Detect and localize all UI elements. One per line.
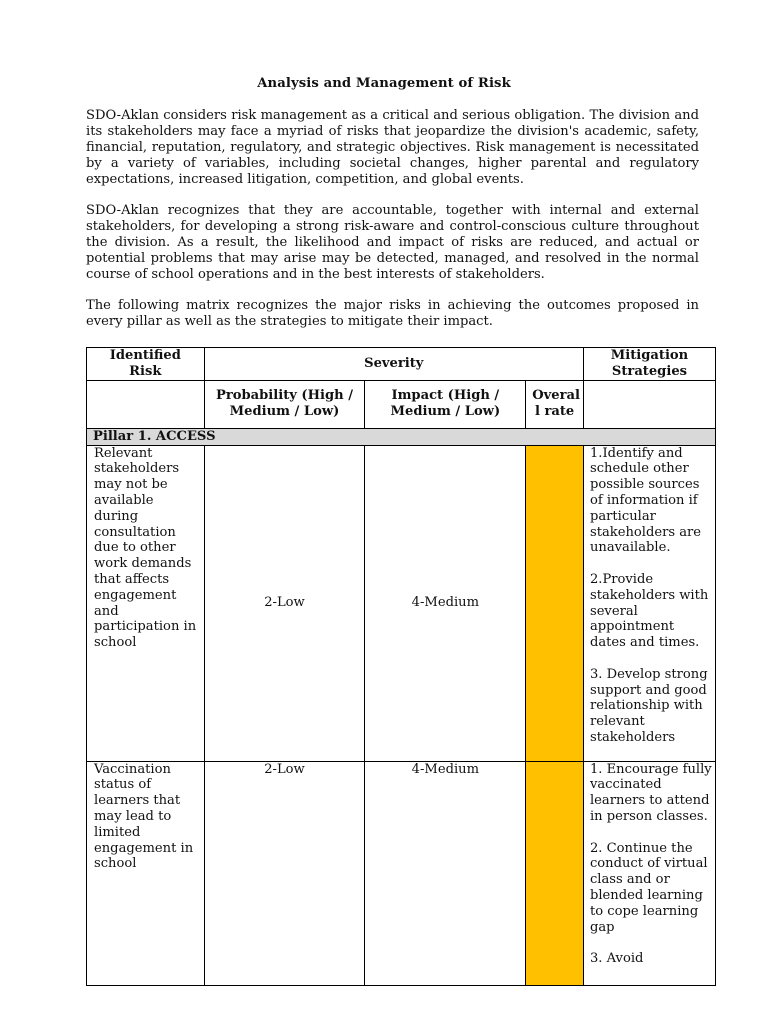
- mitigation-item: 3. Avoid: [589, 951, 644, 967]
- page-title: Analysis and Management of Risk: [257, 76, 511, 91]
- mitigation-item: 2. Continue the conduct of virtual class and or blended learning to cope learning gap: [589, 840, 708, 935]
- overall-rate-cell: [526, 761, 584, 985]
- table-row: [87, 761, 716, 985]
- overall-rate-cell: [526, 445, 584, 761]
- mitigation-cell: [583, 445, 715, 761]
- impact-cell: 4-Medium: [365, 761, 526, 985]
- header-identified-risk: Identified Risk: [87, 348, 205, 381]
- matrix-intro-paragraph: The following matrix recognizes the major risks in achieving the outcomes proposed in every pillar as well as the strategies to mitigate their impact.: [86, 298, 699, 329]
- header-probability: Probability (High / Medium / Low): [204, 380, 365, 428]
- mitigation-item: 1.Identify and schedule other possible sources of information if particular stakeholders are unavailable.: [589, 445, 702, 556]
- header-impact: Impact (High / Medium / Low): [365, 380, 526, 428]
- probability-cell: 2-Low: [204, 445, 365, 761]
- table-subheader-row: [87, 380, 716, 428]
- pillar-label: Pillar 1. ACCESS: [87, 428, 716, 445]
- probability-cell: 2-Low: [204, 761, 365, 985]
- risk-matrix-table: [86, 347, 716, 986]
- subheader-empty: [87, 380, 205, 428]
- mitigation-item: 1. Encourage fully vaccinated learners to attend in person classes.: [589, 761, 712, 824]
- header-mitigation: Mitigation Strategies: [583, 348, 715, 381]
- mitigation-cell: [583, 761, 715, 985]
- accountability-paragraph: SDO-Aklan recognizes that they are accountable, together with internal and external stakeholders, for developing a strong risk-aware and control-conscious culture throughout the division. As a result, the likelihood and impact of risks are reduced, and actual or potential problems that may arise may be detected, managed, and resolved in the normal course of school operations and in the best interests of stakeholders.: [86, 203, 699, 282]
- impact-cell: 4-Medium: [365, 445, 526, 761]
- mitigation-item: 3. Develop strong support and good relationship with relevant stakeholders: [589, 666, 708, 745]
- risk-cell: Relevant stakeholders may not be available during consultation due to other work demands that affects engagement and participation in school: [87, 445, 205, 761]
- intro-paragraph: SDO-Aklan considers risk management as a critical and serious obligation. The division and its stakeholders may face a myriad of risks that jeopardize the division's academic, safety, financial, reputation, regulatory, and strategic objectives. Risk management is necessitated by a variety of variables, including societal changes, higher parental and regulatory expectations, increased litigation, competition, and global events.: [86, 108, 699, 187]
- subheader-empty-mitigation: [583, 380, 715, 428]
- mitigation-item: 2.Provide stakeholders with several appointment dates and times.: [589, 571, 709, 651]
- pillar-row: [87, 428, 716, 445]
- risk-cell: Vaccination status of learners that may lead to limited engagement in school: [87, 761, 205, 985]
- table-header-row: [87, 348, 716, 381]
- header-overall-rate: Overal l rate: [526, 380, 584, 428]
- table-row: [87, 445, 716, 761]
- header-severity: Severity: [204, 348, 583, 381]
